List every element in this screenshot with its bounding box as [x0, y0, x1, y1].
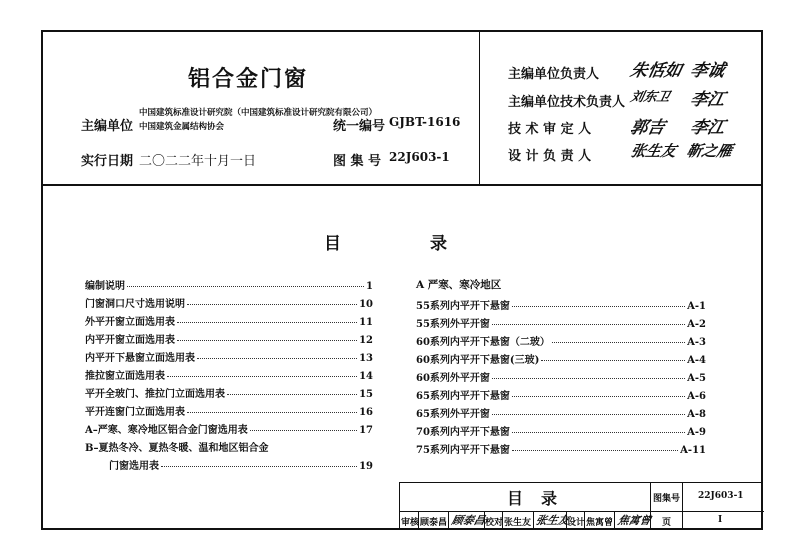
- title-block-atlas-no: 22J603-1: [698, 491, 744, 501]
- toc-item-right-8[interactable]: 70系列内平开下悬窗 A-9: [416, 427, 706, 438]
- title-block: [399, 482, 763, 530]
- toc-item-left-3[interactable]: 外平开窗立面选用表 11: [85, 317, 373, 328]
- atlas-no: 22J603-1: [389, 150, 450, 164]
- editor-unit-label: 主编单位: [81, 119, 134, 134]
- signature-4a: 张生友: [628, 142, 678, 160]
- toc-item-left-7[interactable]: 平开全玻门、推拉门立面选用表 15: [85, 389, 373, 400]
- title-block-title-right: 录: [541, 489, 558, 508]
- effective-date: 二〇二二年十月一日: [139, 154, 257, 169]
- toc-title-left: 目: [324, 234, 341, 254]
- review-label: 审核: [401, 518, 420, 528]
- toc-item-left-6[interactable]: 推拉窗立面选用表 14: [85, 371, 373, 382]
- header-bottom-line: [43, 184, 761, 186]
- toc-item-left-9[interactable]: A–严寒、寒冷地区铝合金门窗选用表 17: [85, 425, 373, 436]
- toc-item-right-3[interactable]: 60系列内平开下悬窗（二玻） A-3: [416, 337, 706, 348]
- toc-item-left-11[interactable]: 门窗选用表 19: [109, 461, 373, 472]
- signature-1a: 朱恬如: [628, 61, 684, 81]
- editor-unit-line1: 中国建筑标准设计研究院（中国建筑标准设计研究院有限公司）: [139, 108, 378, 118]
- drawing-frame: [41, 30, 763, 530]
- toc-item-right-6[interactable]: 65系列内平开下悬窗 A-6: [416, 391, 706, 402]
- responsible-role-3: 技 术 审 定 人: [508, 122, 592, 137]
- signature-3a: 郭吉: [628, 118, 667, 138]
- toc-item-left-5[interactable]: 内平开下悬窗立面选用表 13: [85, 353, 373, 364]
- toc-title-right: 录: [430, 234, 447, 254]
- page-label: 页: [662, 518, 672, 528]
- proof-label: 校对: [485, 518, 504, 528]
- unified-code: GJBT-1616: [389, 115, 461, 129]
- responsible-role-4: 设 计 负 责 人: [508, 149, 592, 164]
- toc-item-right-9[interactable]: 75系列内平开下悬窗 A-11: [416, 445, 706, 456]
- header-divider: [479, 32, 480, 184]
- unified-code-label: 统一编号: [333, 119, 386, 134]
- proofer-signature: 张生友: [534, 514, 571, 527]
- toc-item-right-4[interactable]: 60系列内平开下悬窗(三玻) A-4: [416, 355, 706, 366]
- toc-item-right-5[interactable]: 60系列外平开窗 A-5: [416, 373, 706, 384]
- effective-date-label: 实行日期: [81, 154, 134, 169]
- page-number: I: [718, 515, 723, 525]
- title-block-title-left: 目: [507, 489, 524, 508]
- responsible-role-1: 主编单位负责人: [508, 67, 600, 82]
- toc-item-left-10[interactable]: B–夏热冬冷、夏热冬暖、温和地区铝合金: [85, 443, 269, 454]
- designer-name: 焦寓曾: [586, 518, 614, 528]
- signature-4b: 靳之雁: [684, 142, 734, 160]
- proofer-name: 张生友: [504, 518, 532, 528]
- signature-1b: 李诚: [688, 61, 727, 81]
- toc-item-right-2[interactable]: 55系列外平开窗 A-2: [416, 319, 706, 330]
- title-block-atlas-label: 图集号: [653, 494, 681, 504]
- signature-3b: 李江: [688, 118, 727, 138]
- editor-unit-line2: 中国建筑金属结构协会: [139, 122, 225, 132]
- signature-2b: 李江: [688, 90, 727, 110]
- design-label: 设计: [567, 518, 586, 528]
- section-a-title: A 严寒、寒冷地区: [416, 279, 502, 291]
- toc-item-left-8[interactable]: 平开连窗门立面选用表 16: [85, 407, 373, 418]
- reviewer-name: 顾泰昌: [420, 518, 448, 528]
- toc-item-left-1[interactable]: 编制说明 1: [85, 281, 373, 292]
- toc-item-left-4[interactable]: 内平开窗立面选用表 12: [85, 335, 373, 346]
- toc-item-right-7[interactable]: 65系列外平开窗 A-8: [416, 409, 706, 420]
- reviewer-signature: 顾泰昌: [450, 514, 487, 527]
- toc-item-right-1[interactable]: 55系列内平开下悬窗 A-1: [416, 301, 706, 312]
- designer-signature: 焦寓曾: [616, 514, 653, 527]
- signature-2a: 刘东卫: [628, 90, 672, 105]
- atlas-no-label: 图 集 号: [333, 154, 382, 169]
- toc-item-left-2[interactable]: 门窗洞口尺寸选用说明 10: [85, 299, 373, 310]
- atlas-title: 铝合金门窗: [188, 66, 309, 92]
- responsible-role-2: 主编单位技术负责人: [508, 95, 626, 110]
